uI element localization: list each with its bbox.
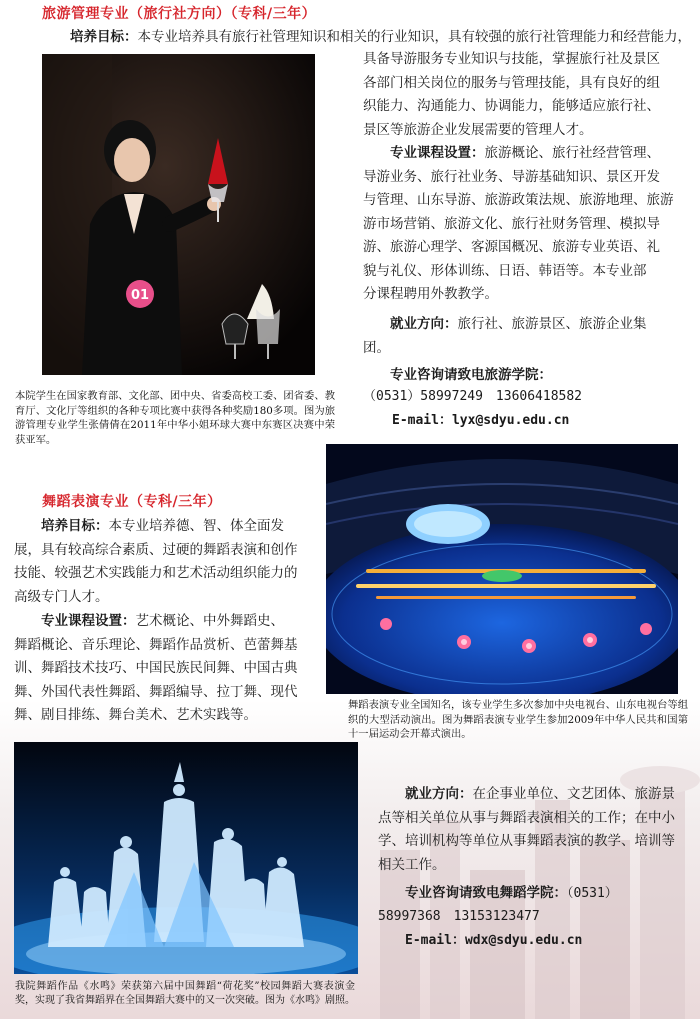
contestant-badge: 01 <box>130 288 150 303</box>
tourism-goal-line: 景区等旅游企业发展需要的管理人才。 <box>363 121 593 138</box>
tourism-goal-first <box>70 26 700 50</box>
tourism-courses-line: 分课程聘用外教教学。 <box>363 286 498 302</box>
tourism-courses-line: 导游业务、旅行社业务、导游基础知识、景区开发 <box>363 168 660 185</box>
dance-career-line: 在企事业单位、文艺团体、旅游景 <box>472 786 675 802</box>
dance-courses-line: 舞、外国代表性舞蹈、舞蹈编导、拉丁舞、现代 <box>14 683 298 700</box>
tourism-goal-line: 各部门相关岗位的服务与管理技能，具有良好的组 <box>363 74 660 91</box>
tourism-career-line: 旅行社、旅游景区、旅游企业集 <box>457 316 647 332</box>
dance-contact-area-code: （0531） <box>567 886 618 901</box>
tourism-courses-line: 旅游概论、旅行社经营管理、 <box>484 145 660 161</box>
dance-courses-line: 舞蹈概论、音乐理论、舞蹈作品赏析、芭蕾舞基 <box>14 636 298 653</box>
tourism-courses-label: 专业课程设置： <box>390 145 485 161</box>
tourism-goal-line: 本专业培养具有旅行社管理知识和相关的行业知识，具有较强的旅行社管理能力和经营能力， <box>137 29 691 45</box>
tourism-courses-line: 游、旅游心理学、客源国概况、旅游专业英语、礼 <box>363 239 660 255</box>
dance-phone: 58997368 13153123477 <box>378 909 540 924</box>
dance-career-label: 就业方向： <box>405 786 473 802</box>
tourism-courses-line: 貌与礼仪、形体训练、日语、韩语等。本专业部 <box>363 262 647 279</box>
dance-goal-line: 本专业培养德、智、体全面发 <box>108 518 284 534</box>
tourism-goal-line: 具备导游服务专业知识与技能，掌握旅行社及景区 <box>363 51 660 67</box>
dance-career <box>378 783 696 877</box>
tourism-career <box>363 313 698 360</box>
tourism-goal-line: 织能力、沟通能力、协调能力，能够适应旅行社、 <box>363 98 660 114</box>
pageant-photo-caption: 本院学生在国家教育部、文化部、团中央、省委高校工委、团省委、教育厅、文化厅等组织的各种专项比赛中获得各种奖励180多项。图为旅游管理专业学生张倩倩在2011年中华小姐环球大赛中东赛区决赛中荣获亚军。 <box>15 390 335 446</box>
dance-goal-line: 展，具有较高综合素质、过硬的舞蹈表演和创作 <box>14 541 298 558</box>
dance-courses-label: 专业课程设置： <box>41 613 136 629</box>
dance-goal-line: 技能、较强艺术实践能力和艺术活动组织能力的 <box>14 565 298 581</box>
tourism-title: 旅游管理专业（旅行社方向）（专科/三年） <box>42 6 317 22</box>
dance-courses-line: 艺术概论、中外舞蹈史、 <box>135 613 284 629</box>
dance-stage-photo <box>14 742 358 974</box>
dance-email: E-mail：wdx@sdyu.edu.cn <box>405 933 583 948</box>
dance-courses-line: 舞、剧目排练、舞台美术、艺术实践等。 <box>14 707 257 723</box>
tourism-courses-line: 游市场营销、旅游文化、旅行社财务管理、模拟导 <box>363 215 660 232</box>
pageant-photo <box>42 54 315 375</box>
tourism-courses-line: 与管理、山东导游、旅游政策法规、旅游地理、旅游 <box>363 192 674 208</box>
dance-title: 舞蹈表演专业（专科/三年） <box>42 494 222 510</box>
dance-career-line: 点等相关单位从事与舞蹈表演相关的工作；在中小 <box>378 809 675 826</box>
dance-courses <box>14 610 314 728</box>
dance-career-line: 学、培训机构等单位从事舞蹈表演的教学、培训等 <box>378 833 675 849</box>
dance-career-line: 相关工作。 <box>378 856 446 873</box>
tourism-courses <box>363 142 698 307</box>
tourism-career-line: 团。 <box>363 339 390 356</box>
stadium-performance-photo <box>326 444 678 694</box>
tourism-goal-label: 培养目标： <box>70 29 138 45</box>
stadium-photo-caption: 舞蹈表演专业全国知名，该专业学生多次参加中央电视台、山东电视台等组织的大型活动演出。图为舞蹈表演专业学生参加2009年中华人民共和国第十一届运动会开幕式演出。 <box>348 699 688 740</box>
dance-goal-line: 高级专门人才。 <box>14 588 109 605</box>
dance-contact-title: 专业咨询请致电舞蹈学院： <box>405 885 567 901</box>
dance-contact <box>405 882 618 905</box>
tourism-contact-title: 专业咨询请致电旅游学院： <box>390 367 552 383</box>
tourism-goal-rest <box>363 48 698 142</box>
tourism-career-label: 就业方向： <box>390 316 458 332</box>
tourism-email: E-mail：lyx@sdyu.edu.cn <box>392 413 570 428</box>
dance-goal <box>14 515 314 609</box>
dance-stage-photo-caption: 我院舞蹈作品《水鸣》荣获第六届中国舞蹈“荷花奖”校园舞蹈大赛表演金奖，实现了我省舞蹈界在全国舞蹈大赛中的又一次突破。图为《水鸣》剧照。 <box>15 981 355 1006</box>
dance-courses-line: 训、舞蹈技术技巧、中国民族民间舞、中国古典 <box>14 660 298 676</box>
dance-goal-label: 培养目标： <box>41 518 109 534</box>
tourism-phone: （0531）58997249 13606418582 <box>363 389 583 404</box>
